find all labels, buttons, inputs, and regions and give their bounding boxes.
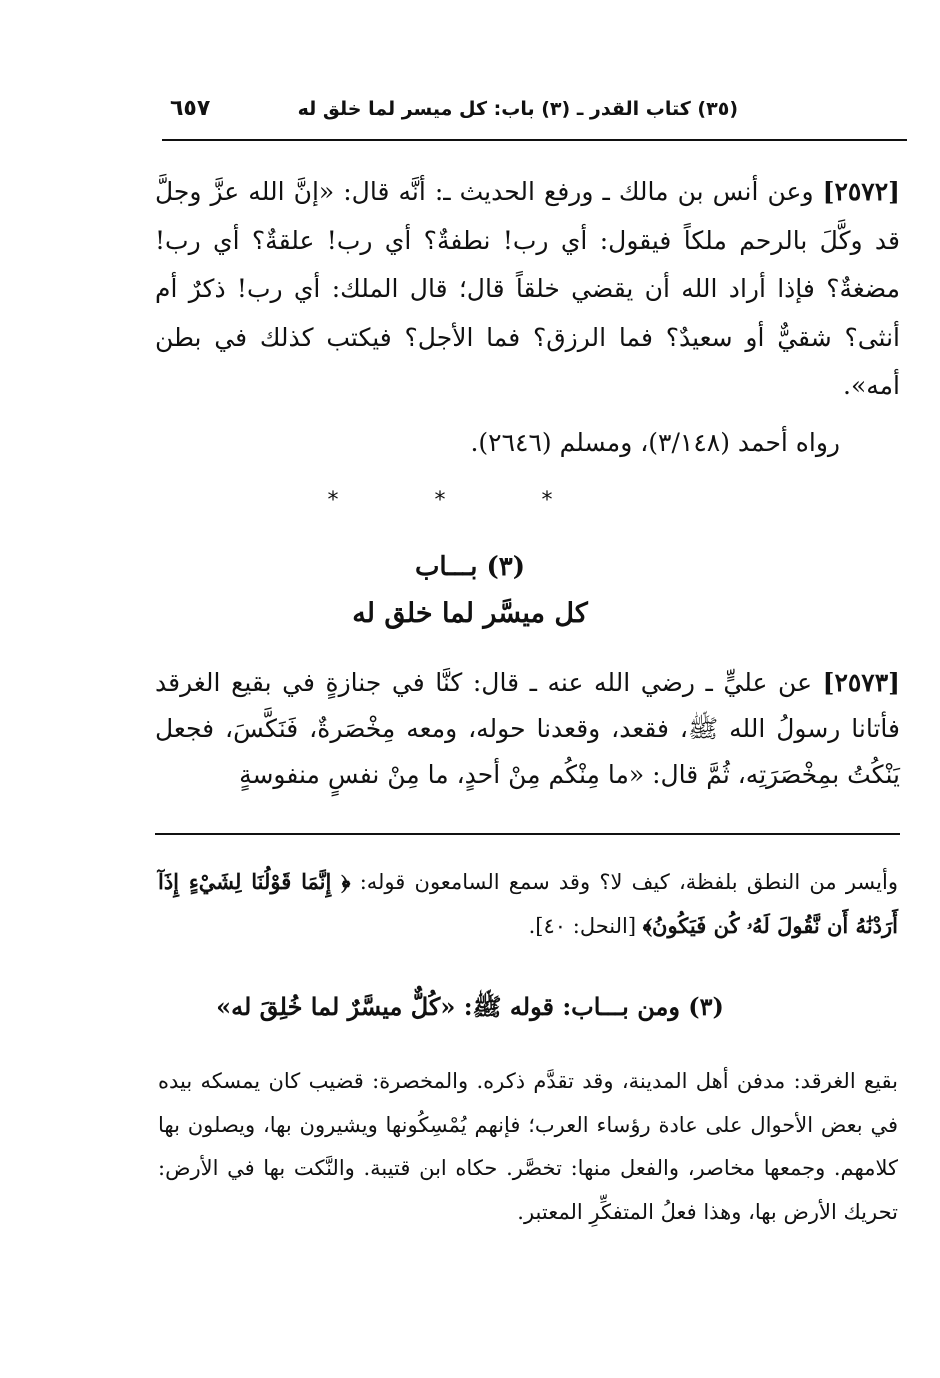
running-header xyxy=(168,96,903,132)
hadith-text: عن عليٍّ ـ رضي الله عنه ـ قال: كنَّا في جنازةٍ في بقيع الغرقد فأتانا رسولُ الله ﷺ، فقعد، وقعدنا حوله، ومعه مِخْصَرةٌ، فَنَكَّسَ، فجعل يَنْكُتُ بمِخْصَرَتِه، ثُمَّ قال: «ما مِنْكُم مِنْ أحدٍ، ما مِنْ نفسٍ منفوسةٍ xyxy=(155,668,900,789)
hadith-2573-paragraph xyxy=(155,660,900,798)
quran-verse: ﴿ إِنَّمَا قَوْلُنَا لِشَيْءٍ إِذَآ أَرَدْنَٰهُ أَن نَّقُولَ لَهُۥ كُن فَيَكُونُ﴾ xyxy=(158,869,898,938)
hadith-number: [٢٥٧٢] xyxy=(822,177,900,206)
header-divider xyxy=(162,139,907,141)
star-ornament: * xyxy=(434,488,506,513)
hadith-text: وعن أنس بن مالك ـ ورفع الحديث ـ: أنَّه قال: «إنَّ الله عزَّ وجلَّ قد وكَّلَ بالرحم ملكاً فيقول: أي رب! نطفةٌ؟ أي رب! علقةٌ؟ أي رب! مضغةٌ؟ فإذا أراد الله أن يقضي خلقاً قال؛ قال الملك: أي رب! ذكرٌ أم أنثى؟ شقيٌّ أو سعيدٌ؟ فما الرزق؟ فما الأجل؟ فيكتب كذلك في بطن أمه». xyxy=(155,177,900,400)
chapter-title: كل ميسَّر لما خلق له xyxy=(352,598,588,629)
commentary-heading: (٣) ومن بـــاب: قوله ﷺ: «كُلٌّ ميسَّرٌ لما خُلِقَ له» xyxy=(216,992,724,1021)
commentary-intro-text: وأيسر من النطق بلفظة، كيف لا؟ وقد سمع السامعون قوله: xyxy=(359,870,898,894)
hadith-2572 xyxy=(155,168,900,411)
quran-reference: [النحل: ٤٠]. xyxy=(528,914,637,938)
commentary-body: بقيع الغرقد: مدفن أهل المدينة، وقد تقدَّم ذكره. والمخصرة: قضيب كان يمسكه بيده في بعض الأحوال على عادة رؤساء العرب؛ فإنهم يُمْسِكُونها ويشيرون بها، ويصلون بها كلامهم. وجمعها مخاصر، والفعل منها: تخصَّر. حكاه ابن قتيبة. والنَّكت بها في الأرض: تحريك الأرض بها، وهذا فعلُ المتفكِّرِ المعتبر. xyxy=(158,1069,898,1224)
running-header-title: (٣٥) كتاب القدر ـ (٣) باب: كل ميسر لما خلق له xyxy=(297,98,738,120)
commentary-intro xyxy=(158,860,898,948)
hadith-2572-paragraph xyxy=(155,168,900,411)
chapter-number: (٣) بـــاب xyxy=(414,552,526,582)
hadith-source: رواه أحمد (٣/١٤٨)، ومسلم (٢٦٤٦). xyxy=(470,428,840,457)
hadith-2573 xyxy=(155,660,900,798)
section-separator xyxy=(0,488,940,513)
star-ornament: * xyxy=(541,488,613,513)
star-ornament: * xyxy=(327,488,399,513)
hadith-number: [٢٥٧٣] xyxy=(822,668,900,697)
page-number: ٦٥٧ xyxy=(170,96,211,121)
commentary-divider xyxy=(155,833,900,835)
